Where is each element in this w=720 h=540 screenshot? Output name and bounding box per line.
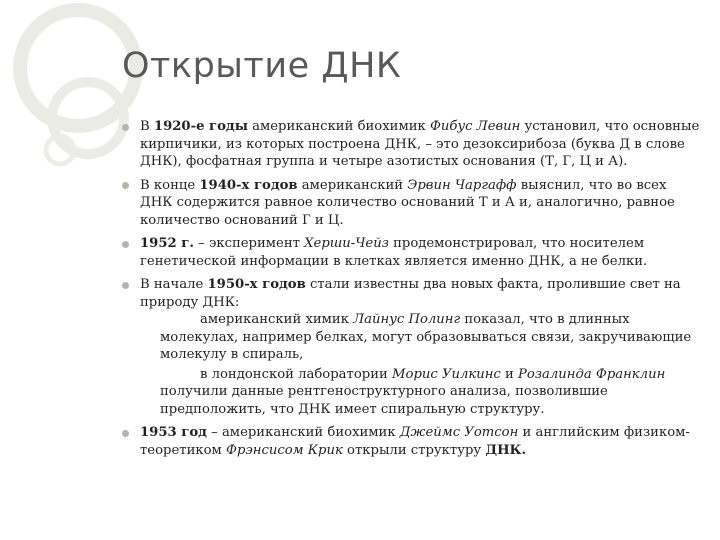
item-person: Херши-Чейз bbox=[304, 236, 389, 251]
item-text: открыли структуру bbox=[342, 442, 486, 458]
item-person: Лайнус Полинг bbox=[353, 312, 461, 327]
item-text: американский химик bbox=[200, 312, 354, 327]
item-text: и английским физиком-теоретиком bbox=[140, 425, 690, 458]
item-emphasis: ДНК. bbox=[485, 442, 527, 458]
list-item bbox=[120, 177, 700, 230]
item-text: – американский биохимик bbox=[206, 425, 400, 440]
item-text: В начале bbox=[140, 277, 208, 292]
item-text: американский bbox=[297, 177, 408, 193]
bullet-icon bbox=[122, 182, 129, 189]
item-person: Джеймс Уотсон bbox=[399, 425, 519, 440]
item-year: 1920-е годы bbox=[153, 119, 248, 134]
bullet-list bbox=[120, 118, 700, 465]
item-text: стали известны два новых факта, пролившие свет на природу ДНК: bbox=[140, 277, 681, 310]
list-item bbox=[120, 235, 700, 270]
list-item bbox=[120, 276, 700, 418]
bullet-icon bbox=[122, 430, 129, 437]
item-text: получили данные рентгеноструктурного анализа, позволившие предположить, что ДНК имеет спиральную структуру. bbox=[160, 384, 608, 417]
bullet-icon bbox=[122, 282, 129, 289]
item-year: 1953 год bbox=[140, 425, 207, 440]
item-person: Эрвин Чаргафф bbox=[407, 177, 517, 193]
list-item bbox=[120, 424, 700, 459]
bullet-icon bbox=[122, 124, 129, 131]
item-person: Розалинда Франклин bbox=[518, 366, 666, 382]
item-text: В bbox=[140, 119, 154, 134]
item-person: Фрэнсисом Крик bbox=[226, 442, 343, 458]
item-person: Фибус Левин bbox=[429, 119, 521, 134]
bullet-icon bbox=[122, 241, 129, 248]
item-year: 1940-х годов bbox=[199, 177, 298, 193]
item-text: в лондонской лаборатории bbox=[200, 366, 392, 382]
item-text: и bbox=[500, 366, 519, 382]
item-text: продемонстрировал, что носителем генетической информации в клетках является именно ДНК, а не белки. bbox=[140, 236, 648, 269]
item-text: – эксперимент bbox=[193, 236, 305, 251]
slide-title: Открытие ДНК bbox=[122, 46, 402, 86]
item-year: 1952 г. bbox=[140, 236, 194, 251]
list-item bbox=[120, 118, 700, 171]
item-text: американский биохимик bbox=[247, 119, 430, 134]
item-text: В конце bbox=[140, 177, 200, 193]
item-person: Морис Уилкинс bbox=[392, 366, 501, 382]
item-text: показал, что в длинных молекулах, например белках, могут образовываться связи, закручивающие молекулу в спираль, bbox=[160, 312, 692, 362]
sub-paragraph bbox=[140, 311, 700, 364]
item-text: выяснил, что во всех ДНК содержится равное количество оснований Т и А и, аналогично, равное количество оснований Г и Ц. bbox=[140, 177, 675, 228]
sub-paragraph bbox=[140, 366, 700, 419]
item-text: установил, что основные кирпичики, из которых построена ДНК, – это дезоксирибоза (буква Д в слове ДНК), фосфатная группа и четыре азотистых основания (Т, Г, Ц и А). bbox=[140, 119, 700, 169]
item-year: 1950-х годов bbox=[207, 277, 306, 292]
